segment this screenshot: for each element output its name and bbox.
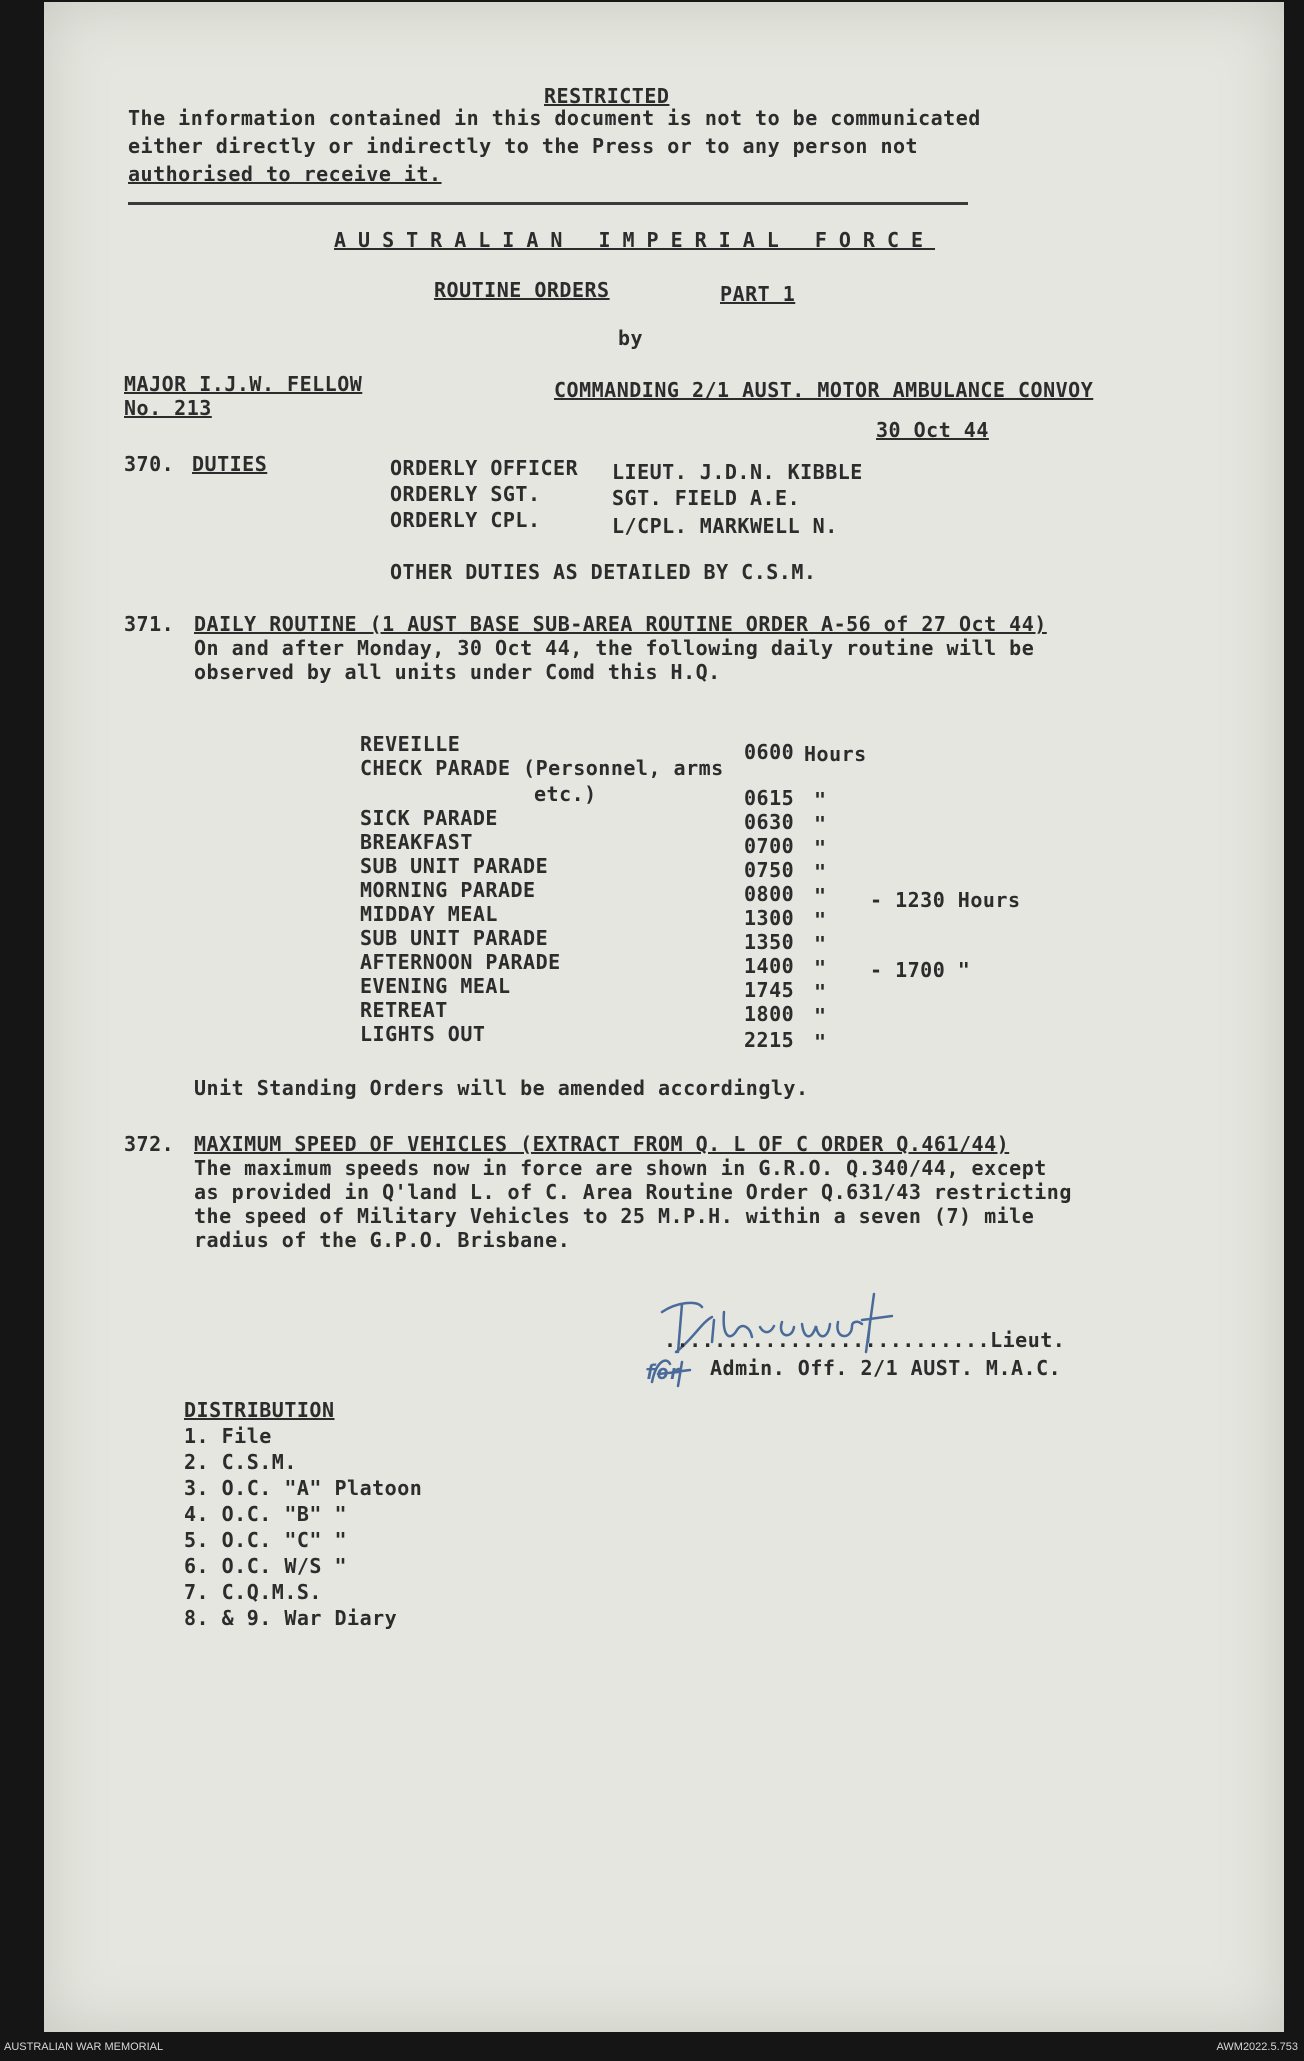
signature-title: Admin. Off. 2/1 AUST. M.A.C. [710, 1356, 1062, 1380]
duty-name: LIEUT. J.D.N. KIBBLE [612, 460, 863, 484]
schedule-item: SUB UNIT PARADE [360, 926, 549, 950]
section-372-body-1: The maximum speeds now in force are shown in G.R.O. Q.340/44, except [194, 1156, 1047, 1180]
schedule-end-time: - 1700 " [870, 958, 971, 982]
schedule-item: REVEILLE [360, 732, 461, 756]
header-rule [128, 202, 968, 205]
section-371-number: 371. [124, 612, 175, 636]
distribution-item: 3. O.C. "A" Platoon [184, 1476, 423, 1500]
schedule-unit: " [814, 836, 827, 860]
duty-role: ORDERLY CPL. [390, 508, 541, 532]
schedule-time: 1745 [744, 978, 795, 1002]
schedule-unit: " [814, 956, 827, 980]
by-label: by [618, 326, 644, 350]
schedule-item: RETREAT [360, 998, 448, 1022]
section-371-body-2: observed by all units under Comd this H.Q. [194, 660, 721, 684]
schedule-unit: " [814, 788, 827, 812]
duty-role: ORDERLY SGT. [390, 482, 541, 506]
part-label: PART 1 [720, 282, 796, 306]
schedule-item: SICK PARADE [360, 806, 498, 830]
schedule-item: LIGHTS OUT [360, 1022, 486, 1046]
classification-label: RESTRICTED [544, 84, 670, 108]
notice-line-3: authorised to receive it. [128, 162, 442, 186]
section-370-number: 370. [124, 452, 175, 476]
schedule-item: etc.) [534, 782, 597, 806]
force-title: AUSTRALIAN IMPERIAL FORCE [334, 228, 936, 252]
distribution-item: 8. & 9. War Diary [184, 1606, 398, 1630]
other-duties-note: OTHER DUTIES AS DETAILED BY C.S.M. [390, 560, 817, 584]
schedule-unit: " [814, 908, 827, 932]
schedule-unit: " [814, 1004, 827, 1028]
notice-line-2: either directly or indirectly to the Press or to any person not [128, 134, 919, 158]
distribution-item: 6. O.C. W/S " [184, 1554, 348, 1578]
schedule-time: 0750 [744, 858, 795, 882]
duty-role: ORDERLY OFFICER [390, 456, 579, 480]
section-371-title: DAILY ROUTINE (1 AUST BASE SUB-AREA ROUTINE ORDER A-56 of 27 Oct 44) [194, 612, 1047, 636]
schedule-time: 1400 [744, 954, 795, 978]
schedule-time: 1300 [744, 906, 795, 930]
schedule-unit: " [814, 932, 827, 956]
orders-title: ROUTINE ORDERS [434, 278, 610, 302]
schedule-item: SUB UNIT PARADE [360, 854, 549, 878]
schedule-item: BREAKFAST [360, 830, 473, 854]
schedule-item: CHECK PARADE (Personnel, arms [360, 756, 724, 780]
schedule-unit: " [814, 1030, 827, 1054]
footer-accession-number: AWM2022.5.753 [1216, 2041, 1298, 2053]
signature-line: ..........................Lieut. [664, 1328, 1066, 1352]
schedule-item: MORNING PARADE [360, 878, 536, 902]
section-372-body-4: radius of the G.P.O. Brisbane. [194, 1228, 571, 1252]
schedule-unit: Hours [804, 742, 867, 766]
order-date: 30 Oct 44 [876, 418, 989, 442]
schedule-time: 2215 [744, 1028, 795, 1052]
schedule-time: 1350 [744, 930, 795, 954]
signature-for: for [644, 1360, 682, 1384]
document-page [44, 2, 1284, 2032]
section-372-body-2: as provided in Q'land L. of C. Area Routine Order Q.631/43 restricting [194, 1180, 1072, 1204]
commander-name: MAJOR I.J.W. FELLOW [124, 372, 363, 396]
schedule-time: 1800 [744, 1002, 795, 1026]
distribution-item: 5. O.C. "C" " [184, 1528, 348, 1552]
distribution-heading: DISTRIBUTION [184, 1398, 335, 1422]
command-title: COMMANDING 2/1 AUST. MOTOR AMBULANCE CONVOY [554, 378, 1094, 402]
schedule-unit: " [814, 860, 827, 884]
section-370-title: DUTIES [192, 452, 268, 476]
duty-name: SGT. FIELD A.E. [612, 486, 801, 510]
schedule-time: 0700 [744, 834, 795, 858]
distribution-item: 1. File [184, 1424, 272, 1448]
schedule-item: MIDDAY MEAL [360, 902, 498, 926]
section-371-closing: Unit Standing Orders will be amended accordingly. [194, 1076, 809, 1100]
schedule-time: 0600 [744, 740, 795, 764]
schedule-item: EVENING MEAL [360, 974, 511, 998]
notice-line-1: The information contained in this document is not to be communicated [128, 106, 981, 130]
order-number: No. 213 [124, 396, 212, 420]
schedule-time: 0615 [744, 786, 795, 810]
schedule-end-time: - 1230 Hours [870, 888, 1021, 912]
schedule-item: AFTERNOON PARADE [360, 950, 561, 974]
section-372-title: MAXIMUM SPEED OF VEHICLES (EXTRACT FROM Q. L OF C ORDER Q.461/44) [194, 1132, 1010, 1156]
schedule-unit: " [814, 884, 827, 908]
distribution-item: 2. C.S.M. [184, 1450, 297, 1474]
schedule-time: 0630 [744, 810, 795, 834]
schedule-time: 0800 [744, 882, 795, 906]
section-372-number: 372. [124, 1132, 175, 1156]
schedule-unit: " [814, 980, 827, 1004]
schedule-unit: " [814, 812, 827, 836]
distribution-item: 4. O.C. "B" " [184, 1502, 348, 1526]
footer-source-label: AUSTRALIAN WAR MEMORIAL [4, 2041, 164, 2053]
distribution-item: 7. C.Q.M.S. [184, 1580, 322, 1604]
section-372-body-3: the speed of Military Vehicles to 25 M.P.H. within a seven (7) mile [194, 1204, 1035, 1228]
duty-name: L/CPL. MARKWELL N. [612, 514, 838, 538]
section-371-body-1: On and after Monday, 30 Oct 44, the following daily routine will be [194, 636, 1035, 660]
